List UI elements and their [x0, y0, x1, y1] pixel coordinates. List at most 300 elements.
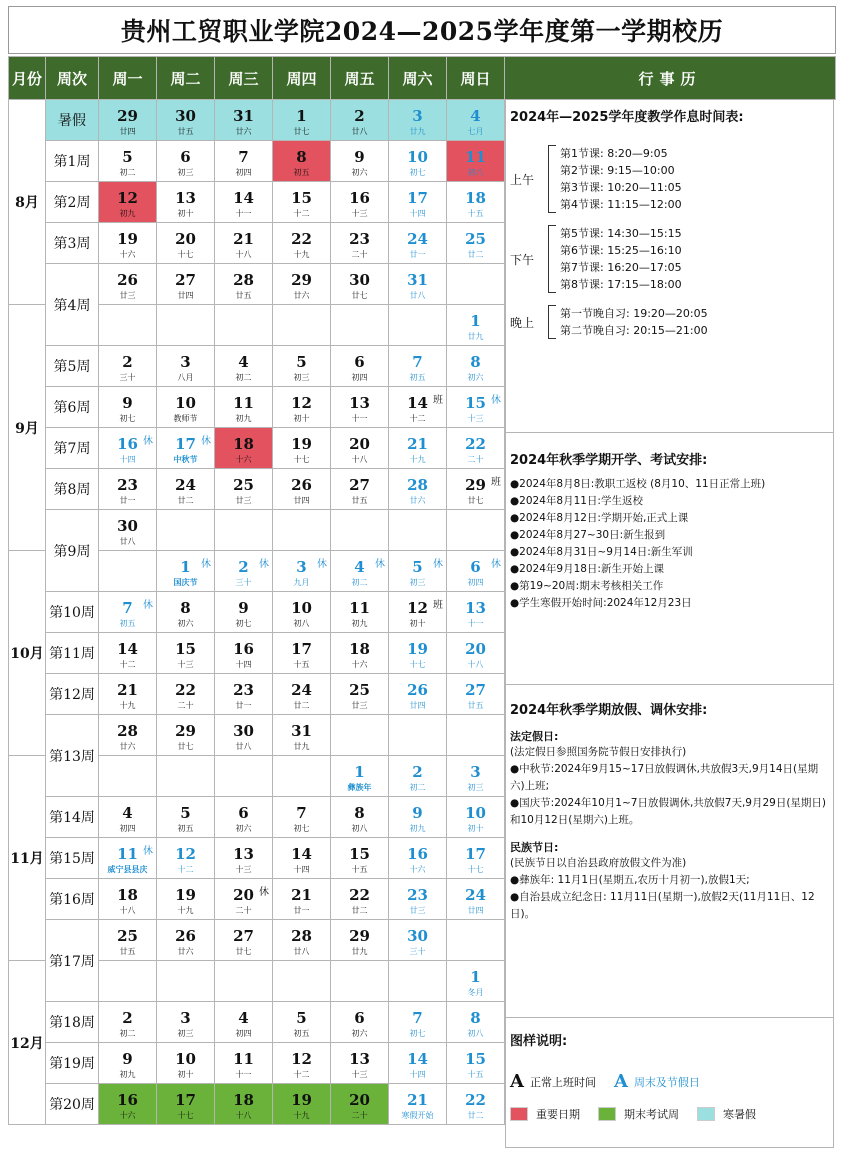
day-number: 21: [407, 434, 428, 453]
lunar-date: 廿九: [467, 331, 484, 341]
list-item: ●自治县成立纪念日: 11月11日(星期一),放假2天(11月11日、12日)。: [510, 891, 815, 920]
schedule-item: 第二节晚自习: 20:15—21:00: [560, 324, 708, 337]
day-cell: [157, 223, 215, 264]
day-number: 15: [465, 393, 486, 412]
day-cell: [331, 428, 389, 469]
day-number: 1: [296, 106, 307, 125]
header-6: 周五: [331, 57, 389, 100]
lunar-date: 廿五: [351, 495, 368, 505]
week-label: 第19周: [46, 1043, 99, 1084]
day-cell: [157, 592, 215, 633]
lunar-date: 廿五: [467, 700, 484, 710]
lunar-date: 初十: [293, 413, 310, 423]
day-number: 31: [233, 106, 254, 125]
day-cell: [157, 715, 215, 756]
lunar-date: 廿六: [119, 741, 136, 751]
lunar-date: 七月: [467, 126, 484, 136]
day-cell: [331, 223, 389, 264]
day-cell: [157, 1084, 215, 1125]
lunar-date: 初七: [409, 167, 426, 177]
lunar-date: 二十: [235, 905, 252, 915]
day-number: 31: [291, 721, 312, 740]
day-cell: [389, 1043, 447, 1084]
month-label: 8月: [9, 100, 46, 305]
day-number: 27: [233, 926, 254, 945]
day-cell: [273, 674, 331, 715]
empty-day-cell: [273, 961, 331, 1002]
lunar-date: 廿四: [409, 700, 426, 710]
header-7: 周六: [389, 57, 447, 100]
empty-day-cell: [331, 715, 389, 756]
week-label: 第1周: [46, 141, 99, 182]
day-number: 24: [407, 229, 428, 248]
lunar-date: 廿四: [293, 495, 310, 505]
day-status-tag: 休: [143, 846, 153, 857]
lunar-date: 廿三: [235, 495, 252, 505]
lunar-date: 初七: [409, 1028, 426, 1038]
day-number: 13: [233, 844, 254, 863]
brace-icon: [548, 145, 556, 213]
brace-icon: [548, 305, 556, 339]
day-status-tag: 休: [491, 395, 501, 406]
day-number: 24: [175, 475, 196, 494]
day-cell: [157, 633, 215, 674]
day-cell: [273, 346, 331, 387]
day-cell: [389, 1002, 447, 1043]
day-cell: [99, 592, 157, 633]
empty-day-cell: [215, 756, 273, 797]
day-number: 1: [180, 557, 191, 576]
lunar-date: 初六: [235, 823, 252, 833]
week-label: 第15周: [46, 838, 99, 879]
day-number: 28: [407, 475, 428, 494]
day-cell: [389, 346, 447, 387]
day-number: 15: [175, 639, 196, 658]
week-label: 第8周: [46, 469, 99, 510]
day-cell: [99, 715, 157, 756]
lunar-date: 廿八: [119, 536, 136, 546]
day-cell: [447, 1002, 505, 1043]
day-status-tag: 休: [143, 600, 153, 611]
header-3: 周二: [157, 57, 215, 100]
day-cell: [215, 674, 273, 715]
day-cell: [389, 387, 447, 428]
day-cell: [389, 428, 447, 469]
day-cell: [389, 1084, 447, 1125]
day-cell: [331, 346, 389, 387]
day-cell: [215, 920, 273, 961]
lunar-date: 初二: [119, 1028, 136, 1038]
day-number: 7: [122, 598, 133, 617]
month-label: 10月: [9, 551, 46, 756]
day-cell: [99, 1043, 157, 1084]
day-number: 13: [349, 1049, 370, 1068]
day-number: 10: [291, 598, 312, 617]
lunar-date: 初七: [293, 823, 310, 833]
day-cell: [273, 715, 331, 756]
lunar-date: 十七: [293, 454, 310, 464]
schedule-item: 第7节课: 16:20—17:05: [560, 261, 682, 274]
lunar-date: 廿四: [467, 905, 484, 915]
lunar-date: 初八: [467, 167, 484, 177]
day-cell: [215, 469, 273, 510]
schedule-item: 第2节课: 9:15—10:00: [560, 164, 675, 177]
day-number: 14: [291, 844, 312, 863]
lunar-date: 十五: [467, 1069, 484, 1079]
day-number: 18: [233, 1090, 254, 1109]
header-5: 周四: [273, 57, 331, 100]
lunar-date: 初九: [351, 618, 368, 628]
day-cell: [273, 182, 331, 223]
day-cell: [99, 674, 157, 715]
week-label: 暑假: [46, 100, 99, 141]
day-number: 12: [175, 844, 196, 863]
day-cell: [215, 879, 273, 920]
lunar-date: 廿八: [409, 290, 426, 300]
month-label: 12月: [9, 961, 46, 1125]
day-cell: [273, 592, 331, 633]
day-number: 7: [412, 352, 423, 371]
day-number: 24: [291, 680, 312, 699]
day-number: 25: [349, 680, 370, 699]
day-cell: [273, 387, 331, 428]
lunar-date: 廿六: [235, 126, 252, 136]
list-item: ●中秋节:2024年9月15~17日放假调休,共放假3天,9月14日(星期六)上班;: [510, 763, 819, 792]
week-label: 第9周: [46, 510, 99, 592]
day-cell: [389, 223, 447, 264]
day-number: 16: [349, 188, 370, 207]
day-status-tag: 休: [433, 559, 443, 570]
day-cell: [273, 879, 331, 920]
lunar-date: 十八: [467, 659, 484, 669]
lunar-date: 十八: [235, 1110, 252, 1120]
lunar-date: 十四: [235, 659, 252, 669]
day-number: 16: [233, 639, 254, 658]
day-cell: [447, 100, 505, 141]
day-cell: [389, 100, 447, 141]
lunar-date: 廿七: [467, 495, 484, 505]
week-label: 第11周: [46, 633, 99, 674]
empty-day-cell: [99, 551, 157, 592]
day-cell: [215, 1084, 273, 1125]
lunar-date: 十二: [119, 659, 136, 669]
lunar-date: 十九: [119, 700, 136, 710]
holidays-section: [506, 685, 833, 1018]
day-number: 16: [117, 1090, 138, 1109]
day-cell: [273, 797, 331, 838]
day-number: 29: [175, 721, 196, 740]
day-cell: [273, 1084, 331, 1125]
lunar-date: 二十: [351, 1110, 368, 1120]
ethnic-holiday-title: 民族节日:: [510, 841, 559, 854]
legend-important-label: 重要日期: [536, 1108, 580, 1121]
day-cell: [331, 633, 389, 674]
lunar-date: 廿一: [119, 495, 136, 505]
lunar-date: 廿三: [351, 700, 368, 710]
legend-workday: [510, 1071, 596, 1092]
schedule-item: 第3节课: 10:20—11:05: [560, 181, 682, 194]
lunar-date: 十六: [235, 454, 252, 464]
day-cell: [331, 797, 389, 838]
lunar-date: 十七: [177, 249, 194, 259]
day-cell: [215, 797, 273, 838]
day-cell: [447, 838, 505, 879]
day-cell: [99, 1084, 157, 1125]
day-cell: [157, 387, 215, 428]
day-number: 2: [238, 557, 249, 576]
day-number: 29: [465, 475, 486, 494]
day-cell: [447, 756, 505, 797]
week-label: 第7周: [46, 428, 99, 469]
day-cell: [389, 264, 447, 305]
list-item: ●第19~20周:期末考核相关工作: [510, 580, 664, 592]
day-cell: [447, 182, 505, 223]
empty-day-cell: [273, 305, 331, 346]
lunar-date: 廿九: [409, 126, 426, 136]
lunar-date: 八月: [177, 372, 194, 382]
lunar-date: 十二: [293, 208, 310, 218]
day-number: 11: [349, 598, 370, 617]
lunar-date: 廿一: [409, 249, 426, 259]
list-item: ●2024年8月8日:教职工返校 (8月10、11日正常上班): [510, 478, 766, 490]
lunar-date: 廿六: [177, 946, 194, 956]
lunar-date: 初六: [351, 167, 368, 177]
lunar-date: 十七: [177, 1110, 194, 1120]
schedule-section: [506, 100, 833, 433]
lunar-date: 初三: [409, 577, 426, 587]
day-number: 19: [117, 229, 138, 248]
day-number: 4: [122, 803, 133, 822]
week-label: 第3周: [46, 223, 99, 264]
lunar-date: 威宁县县庆: [107, 863, 148, 874]
schedule-item: 第8节课: 17:15—18:00: [560, 278, 682, 291]
lunar-date: 教师节: [173, 413, 198, 423]
day-status-tag: 休: [143, 436, 153, 447]
day-cell: [99, 346, 157, 387]
day-cell: [215, 100, 273, 141]
lunar-date: 初九: [235, 413, 252, 423]
day-cell: [157, 920, 215, 961]
day-cell: [389, 469, 447, 510]
day-number: 17: [465, 844, 486, 863]
day-cell: [273, 428, 331, 469]
day-cell: [273, 838, 331, 879]
empty-day-cell: [331, 305, 389, 346]
day-number: 19: [291, 1090, 312, 1109]
lunar-date: 十一: [351, 413, 368, 423]
empty-day-cell: [157, 961, 215, 1002]
header-1: 周次: [46, 57, 99, 100]
lunar-date: 初十: [467, 823, 484, 833]
empty-day-cell: [99, 305, 157, 346]
day-cell: [99, 633, 157, 674]
lunar-date: 初九: [409, 823, 426, 833]
day-number: 23: [349, 229, 370, 248]
day-cell: [99, 264, 157, 305]
lunar-date: 十七: [409, 659, 426, 669]
lunar-date: 十九: [293, 1110, 310, 1120]
day-cell: [447, 674, 505, 715]
day-cell: [215, 1002, 273, 1043]
day-cell: [215, 182, 273, 223]
day-number: 22: [349, 885, 370, 904]
lunar-date: 廿七: [293, 126, 310, 136]
day-number: 11: [465, 147, 486, 166]
day-cell: [157, 100, 215, 141]
lunar-date: 十二: [177, 864, 194, 874]
day-number: 25: [465, 229, 486, 248]
day-cell: [447, 1084, 505, 1125]
day-number: 17: [175, 434, 196, 453]
day-number: 26: [407, 680, 428, 699]
day-number: 4: [238, 1008, 249, 1027]
day-number: 20: [465, 639, 486, 658]
day-status-tag: 休: [201, 559, 211, 570]
week-label: 第12周: [46, 674, 99, 715]
lunar-date: 十四: [119, 454, 136, 464]
page-title: 贵州工贸职业学院2024—2025学年度第一学期校历: [8, 6, 836, 54]
lunar-date: 初七: [235, 618, 252, 628]
day-number: 31: [407, 270, 428, 289]
empty-day-cell: [447, 264, 505, 305]
day-number: 26: [117, 270, 138, 289]
ethnic-holiday-note: (民族节日以自治县政府放假文件为准): [510, 857, 687, 869]
lunar-date: 十八: [119, 905, 136, 915]
day-number: 1: [354, 762, 365, 781]
lunar-date: 十八: [235, 249, 252, 259]
day-number: 6: [470, 557, 481, 576]
day-number: 21: [233, 229, 254, 248]
day-number: 26: [291, 475, 312, 494]
lunar-date: 初五: [409, 372, 426, 382]
day-cell: [99, 141, 157, 182]
day-number: 21: [291, 885, 312, 904]
day-number: 10: [465, 803, 486, 822]
day-cell: [273, 1002, 331, 1043]
day-cell: [99, 387, 157, 428]
lunar-date: 初六: [467, 372, 484, 382]
lunar-date: 初四: [351, 372, 368, 382]
lunar-date: 初十: [409, 618, 426, 628]
day-number: 20: [349, 1090, 370, 1109]
day-cell: [447, 387, 505, 428]
lunar-date: 中秋节: [173, 453, 198, 464]
day-number: 10: [175, 1049, 196, 1068]
week-label: 第5周: [46, 346, 99, 387]
day-number: 19: [291, 434, 312, 453]
lunar-date: 廿四: [177, 290, 194, 300]
week-label: 第14周: [46, 797, 99, 838]
lunar-date: 十一: [235, 208, 252, 218]
lunar-date: 初四: [235, 1028, 252, 1038]
lunar-date: 十八: [351, 454, 368, 464]
week-label: 第13周: [46, 715, 99, 797]
exam-swatch: [598, 1107, 616, 1121]
empty-day-cell: [157, 305, 215, 346]
day-number: 17: [407, 188, 428, 207]
lunar-date: 初八: [467, 1028, 484, 1038]
day-cell: [215, 633, 273, 674]
day-status-tag: 班: [433, 600, 443, 611]
lunar-date: 廿四: [119, 126, 136, 136]
lunar-date: 初六: [177, 618, 194, 628]
lunar-date: 初四: [119, 823, 136, 833]
header-row: [9, 57, 836, 100]
schedule-item: 第5节课: 14:30—15:15: [560, 227, 682, 240]
day-cell: [157, 674, 215, 715]
month-label: 11月: [9, 756, 46, 961]
day-number: 8: [470, 1008, 481, 1027]
day-number: 19: [175, 885, 196, 904]
day-cell: [215, 428, 273, 469]
day-number: 23: [233, 680, 254, 699]
lunar-date: 廿七: [235, 946, 252, 956]
lunar-date: 十五: [293, 659, 310, 669]
empty-day-cell: [331, 510, 389, 551]
week-label: 第2周: [46, 182, 99, 223]
empty-day-cell: [389, 510, 447, 551]
week-label: 第20周: [46, 1084, 99, 1125]
lunar-date: 初三: [177, 167, 194, 177]
empty-day-cell: [447, 510, 505, 551]
lunar-date: 初八: [293, 618, 310, 628]
day-cell: [157, 1043, 215, 1084]
day-number: 2: [354, 106, 365, 125]
lunar-date: 十二: [293, 1069, 310, 1079]
day-cell: [157, 264, 215, 305]
day-cell: [157, 469, 215, 510]
empty-day-cell: [389, 715, 447, 756]
day-cell: [447, 961, 505, 1002]
lunar-date: 十三: [467, 413, 484, 423]
lunar-date: 十三: [351, 208, 368, 218]
lunar-date: 十三: [351, 1069, 368, 1079]
day-number: 14: [407, 1049, 428, 1068]
list-item: ●彝族年: 11月1日(星期五,农历十月初一),放假1天;: [510, 874, 750, 886]
day-cell: [331, 100, 389, 141]
lunar-date: 初三: [177, 1028, 194, 1038]
lunar-date: 初五: [293, 167, 310, 177]
day-cell: [157, 1002, 215, 1043]
day-cell: [331, 387, 389, 428]
day-number: 2: [122, 1008, 133, 1027]
day-cell: [273, 1043, 331, 1084]
day-number: 14: [407, 393, 428, 412]
list-item: ●学生寒假开始时间:2024年12月23日: [510, 597, 692, 609]
lunar-date: 冬月: [467, 987, 484, 997]
day-cell: [99, 1002, 157, 1043]
day-number: 22: [291, 229, 312, 248]
legend-important: [510, 1106, 580, 1122]
day-cell: [99, 182, 157, 223]
day-number: 24: [465, 885, 486, 904]
day-number: 12: [117, 188, 138, 207]
day-cell: [447, 469, 505, 510]
schedule-group: [510, 225, 829, 293]
day-cell: [389, 551, 447, 592]
day-cell: [447, 346, 505, 387]
day-cell: [215, 592, 273, 633]
week-label: 第10周: [46, 592, 99, 633]
day-number: 9: [238, 598, 249, 617]
legend-exam-label: 期末考试周: [624, 1108, 679, 1121]
day-status-tag: 休: [201, 436, 211, 447]
day-cell: [331, 264, 389, 305]
lunar-date: 十九: [177, 905, 194, 915]
day-number: 9: [354, 147, 365, 166]
empty-day-cell: [447, 920, 505, 961]
day-number: 14: [117, 639, 138, 658]
